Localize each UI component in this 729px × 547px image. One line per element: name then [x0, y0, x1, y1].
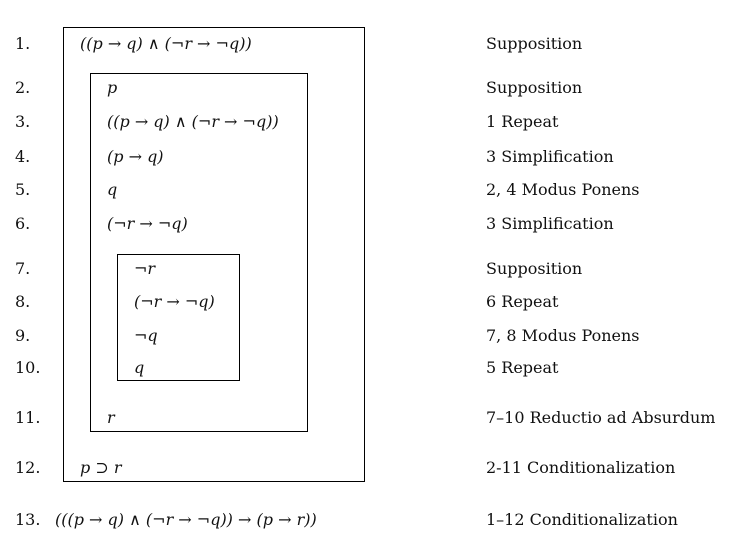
line-formula: (¬r → ¬q) — [107, 214, 188, 233]
line-number: 1. — [15, 34, 31, 53]
line-number: 5. — [15, 180, 31, 199]
line-formula: q — [134, 358, 145, 377]
line-formula: ((p → q) ∧ (¬r → ¬q)) — [107, 112, 279, 131]
line-justification: 2, 4 Modus Ponens — [486, 180, 640, 199]
line-formula: p ⊃ r — [80, 458, 122, 477]
line-justification: 7–10 Reductio ad Absurdum — [486, 408, 716, 427]
line-justification: 6 Repeat — [486, 292, 559, 311]
line-formula: (¬r → ¬q) — [134, 292, 215, 311]
line-number: 9. — [15, 326, 31, 345]
line-justification: Supposition — [486, 78, 583, 97]
line-formula: ((p → q) ∧ (¬r → ¬q)) — [80, 34, 252, 53]
line-formula: q — [107, 180, 118, 199]
line-formula: ¬q — [134, 326, 158, 345]
line-number: 8. — [15, 292, 31, 311]
line-justification: 5 Repeat — [486, 358, 559, 377]
line-formula: r — [107, 408, 115, 427]
line-number: 3. — [15, 112, 31, 131]
line-number: 2. — [15, 78, 31, 97]
line-justification: 7, 8 Modus Ponens — [486, 326, 640, 345]
line-formula: (((p → q) ∧ (¬r → ¬q)) → (p → r)) — [55, 510, 317, 529]
line-number: 7. — [15, 259, 31, 278]
line-number: 13. — [15, 510, 41, 529]
line-justification: 3 Simplification — [486, 214, 614, 233]
line-justification: 1–12 Conditionalization — [486, 510, 678, 529]
line-number: 6. — [15, 214, 31, 233]
line-formula: p — [107, 78, 118, 97]
line-formula: (p → q) — [107, 147, 164, 166]
line-number: 11. — [15, 408, 41, 427]
line-number: 12. — [15, 458, 41, 477]
line-number: 10. — [15, 358, 41, 377]
line-justification: Supposition — [486, 259, 583, 278]
line-formula: ¬r — [134, 259, 156, 278]
line-justification: 2-11 Conditionalization — [486, 458, 676, 477]
line-number: 4. — [15, 147, 31, 166]
line-justification: 3 Simplification — [486, 147, 614, 166]
line-justification: 1 Repeat — [486, 112, 559, 131]
line-justification: Supposition — [486, 34, 583, 53]
